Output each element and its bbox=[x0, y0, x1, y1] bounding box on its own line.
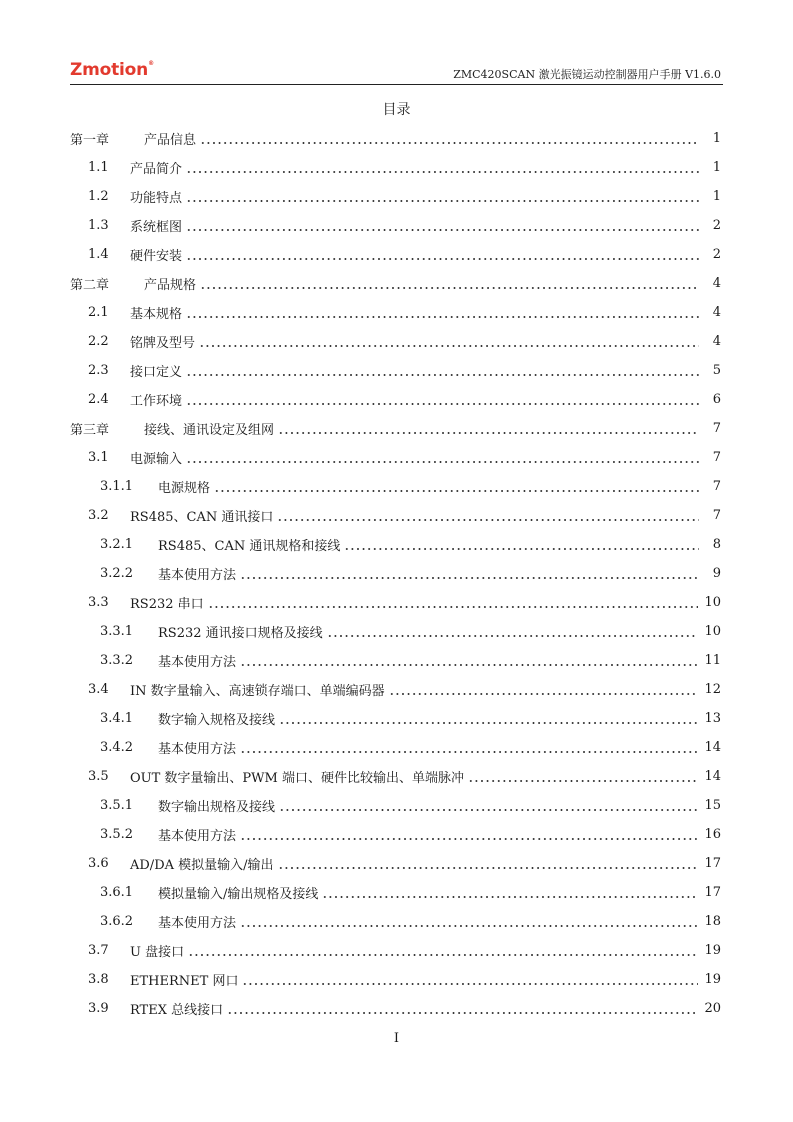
toc-entry[interactable] bbox=[70, 791, 721, 820]
toc-entry[interactable] bbox=[70, 907, 721, 936]
toc-entry-page: 10 bbox=[704, 624, 721, 639]
toc-entry-page: 18 bbox=[704, 914, 721, 929]
toc-dot-leader bbox=[240, 838, 698, 840]
toc-dot-leader bbox=[240, 664, 698, 666]
toc-entry-title: 功能特点 bbox=[130, 191, 183, 206]
toc-entry-page: 7 bbox=[712, 479, 721, 494]
toc-entry-page: 2 bbox=[712, 218, 721, 233]
page-number: I bbox=[393, 1031, 400, 1046]
toc-dot-leader bbox=[277, 519, 699, 521]
toc-entry[interactable] bbox=[70, 240, 721, 269]
toc-entry-title: 铭牌及型号 bbox=[130, 336, 196, 351]
toc-entry[interactable] bbox=[70, 588, 721, 617]
toc-entry-number: 3.6.2 bbox=[100, 914, 134, 929]
toc-entry-number: 3.8 bbox=[88, 972, 109, 987]
toc-entry-title: 电源规格 bbox=[158, 481, 211, 496]
toc-entry-number: 3.1.1 bbox=[100, 479, 134, 494]
toc-dot-leader bbox=[214, 490, 699, 492]
toc-entry-number: 2.1 bbox=[88, 305, 109, 320]
toc-entry-number: 3.2 bbox=[88, 508, 109, 523]
logo-text: Zmotion bbox=[70, 60, 149, 80]
toc-entry-title: 硬件安装 bbox=[130, 249, 183, 264]
toc-dot-leader bbox=[200, 287, 699, 289]
toc-entry[interactable] bbox=[70, 733, 721, 762]
toc-entry-title: 基本使用方法 bbox=[158, 916, 237, 931]
toc-entry-title: RTEX 总线接口 bbox=[130, 1003, 224, 1018]
toc-entry-title: 基本使用方法 bbox=[158, 742, 237, 757]
toc-dot-leader bbox=[327, 635, 699, 637]
toc-entry-page: 14 bbox=[704, 769, 721, 784]
toc-entry-title: 产品信息 bbox=[144, 133, 197, 148]
toc-entry-page: 1 bbox=[712, 160, 721, 175]
toc-entry-title: 数字输出规格及接线 bbox=[158, 800, 276, 815]
toc-entry[interactable] bbox=[70, 124, 721, 153]
toc-entry[interactable] bbox=[70, 182, 721, 211]
toc-entry-title: U 盘接口 bbox=[130, 945, 185, 960]
toc-entry-title: IN 数字量输入、高速锁存端口、单端编码器 bbox=[130, 684, 385, 699]
toc-entry-number: 第二章 bbox=[70, 278, 110, 293]
toc-entry-page: 7 bbox=[712, 450, 721, 465]
toc-entry[interactable] bbox=[70, 356, 721, 385]
toc-entry-page: 4 bbox=[712, 334, 721, 349]
toc-dot-leader bbox=[240, 925, 698, 927]
toc-entry[interactable] bbox=[70, 936, 721, 965]
toc-dot-leader bbox=[186, 258, 699, 260]
toc-entry-number: 3.3.2 bbox=[100, 653, 134, 668]
toc-entry-number: 1.3 bbox=[88, 218, 109, 233]
toc-entry[interactable] bbox=[70, 298, 721, 327]
toc-entry-page: 11 bbox=[704, 653, 721, 668]
toc-dot-leader bbox=[186, 374, 699, 376]
toc-entry-number: 3.6.1 bbox=[100, 885, 134, 900]
toc-entry[interactable] bbox=[70, 530, 721, 559]
toc-entry[interactable] bbox=[70, 965, 721, 994]
toc-entry-page: 5 bbox=[712, 363, 721, 378]
toc-entry-title: RS485、CAN 通讯规格和接线 bbox=[158, 539, 341, 554]
toc-entry-page: 19 bbox=[704, 943, 721, 958]
toc-entry-page: 1 bbox=[712, 189, 721, 204]
toc-entry-title: AD/DA 模拟量输入/输出 bbox=[130, 858, 274, 873]
toc-entry-number: 3.5.2 bbox=[100, 827, 134, 842]
toc-dot-leader bbox=[186, 403, 699, 405]
toc-entry-title: 产品简介 bbox=[130, 162, 183, 177]
toc-entry[interactable] bbox=[70, 994, 721, 1023]
toc-dot-leader bbox=[240, 577, 699, 579]
toc-entry-title: 基本使用方法 bbox=[158, 829, 237, 844]
registered-mark: ® bbox=[148, 60, 154, 67]
toc-entry[interactable] bbox=[70, 646, 721, 675]
toc-entry[interactable] bbox=[70, 211, 721, 240]
toc-entry-page: 17 bbox=[704, 856, 721, 871]
toc-entry-title: 工作环境 bbox=[130, 394, 183, 409]
toc-dot-leader bbox=[468, 780, 698, 782]
toc-entry-page: 12 bbox=[704, 682, 721, 697]
toc-entry-page: 13 bbox=[704, 711, 721, 726]
toc-entry-title: 接口定义 bbox=[130, 365, 183, 380]
toc-entry-number: 3.4.2 bbox=[100, 740, 134, 755]
toc-entry-page: 20 bbox=[704, 1001, 721, 1016]
toc-entry-page: 7 bbox=[712, 421, 721, 436]
toc-entry-page: 8 bbox=[712, 537, 721, 552]
toc-dot-leader bbox=[240, 751, 698, 753]
toc-dot-leader bbox=[186, 200, 699, 202]
toc-entry-title: 模拟量输入/输出规格及接线 bbox=[158, 887, 319, 902]
toc-entry-page: 6 bbox=[712, 392, 721, 407]
toc-entry-number: 3.2.1 bbox=[100, 537, 134, 552]
toc-entry-number: 2.2 bbox=[88, 334, 109, 349]
toc-entry-page: 4 bbox=[712, 305, 721, 320]
toc-entry-page: 1 bbox=[712, 131, 721, 146]
toc-entry-number: 3.1 bbox=[88, 450, 109, 465]
zmotion-logo bbox=[70, 60, 154, 80]
toc-entry-number: 第一章 bbox=[70, 133, 110, 148]
toc-entry-number: 3.4 bbox=[88, 682, 109, 697]
toc-entry-title: 数字输入规格及接线 bbox=[158, 713, 276, 728]
toc-entry-page: 15 bbox=[704, 798, 721, 813]
toc-entry-page: 14 bbox=[704, 740, 721, 755]
toc-entry-page: 16 bbox=[704, 827, 721, 842]
toc-entry-number: 2.3 bbox=[88, 363, 109, 378]
page-header bbox=[70, 58, 723, 85]
toc-entry[interactable] bbox=[70, 675, 721, 704]
toc-entry-title: 产品规格 bbox=[144, 278, 197, 293]
toc-dot-leader bbox=[186, 316, 699, 318]
toc-dot-leader bbox=[344, 548, 699, 550]
toc-entry-page: 17 bbox=[704, 885, 721, 900]
toc-dot-leader bbox=[278, 867, 699, 869]
toc-entry[interactable] bbox=[70, 153, 721, 182]
toc-entry-title: 接线、通讯设定及组网 bbox=[144, 423, 275, 438]
toc-entry-page: 19 bbox=[704, 972, 721, 987]
toc-entry-number: 3.5.1 bbox=[100, 798, 134, 813]
toc-dot-leader bbox=[199, 345, 699, 347]
toc-entry-page: 2 bbox=[712, 247, 721, 262]
toc-entry-title: RS232 通讯接口规格及接线 bbox=[158, 626, 323, 641]
toc-dot-leader bbox=[200, 142, 699, 144]
toc-dot-leader bbox=[186, 461, 699, 463]
toc-entry[interactable] bbox=[70, 849, 721, 878]
toc-entry-title: 基本规格 bbox=[130, 307, 183, 322]
toc-entry-page: 7 bbox=[712, 508, 721, 523]
toc-entry-title: 基本使用方法 bbox=[158, 568, 237, 583]
table-of-contents bbox=[70, 124, 721, 1023]
toc-entry[interactable] bbox=[70, 878, 721, 907]
toc-dot-leader bbox=[208, 606, 699, 608]
toc-entry-title: RS232 串口 bbox=[130, 597, 204, 612]
toc-entry-number: 3.9 bbox=[88, 1001, 109, 1016]
toc-dot-leader bbox=[227, 1012, 698, 1014]
toc-dot-leader bbox=[186, 229, 699, 231]
toc-entry[interactable] bbox=[70, 704, 721, 733]
toc-entry-number: 3.5 bbox=[88, 769, 109, 784]
toc-entry[interactable] bbox=[70, 385, 721, 414]
toc-entry-page: 10 bbox=[704, 595, 721, 610]
toc-entry-number: 第三章 bbox=[70, 423, 110, 438]
toc-dot-leader bbox=[188, 954, 698, 956]
toc-entry[interactable] bbox=[70, 762, 721, 791]
toc-entry-number: 3.4.1 bbox=[100, 711, 134, 726]
toc-dot-leader bbox=[186, 171, 699, 173]
toc-entry[interactable] bbox=[70, 617, 721, 646]
toc-entry-number: 3.2.2 bbox=[100, 566, 134, 581]
toc-entry-number: 1.1 bbox=[88, 160, 109, 175]
toc-entry-number: 3.3 bbox=[88, 595, 109, 610]
toc-entry-number: 1.2 bbox=[88, 189, 109, 204]
toc-entry-number: 1.4 bbox=[88, 247, 109, 262]
toc-entry-page: 4 bbox=[712, 276, 721, 291]
toc-entry[interactable] bbox=[70, 501, 721, 530]
toc-entry[interactable] bbox=[70, 269, 721, 298]
toc-entry-title: ETHERNET 网口 bbox=[130, 974, 239, 989]
toc-entry-title: RS485、CAN 通讯接口 bbox=[130, 510, 274, 525]
toc-entry-number: 3.3.1 bbox=[100, 624, 134, 639]
toc-dot-leader bbox=[322, 896, 698, 898]
toc-dot-leader bbox=[279, 722, 698, 724]
toc-entry[interactable] bbox=[70, 559, 721, 588]
document-title: ZMC420SCAN 激光振镜运动控制器用户手册 V1.6.0 bbox=[453, 68, 721, 81]
toc-dot-leader bbox=[389, 693, 699, 695]
toc-entry-number: 2.4 bbox=[88, 392, 109, 407]
toc-entry-title: 系统框图 bbox=[130, 220, 183, 235]
toc-entry-page: 9 bbox=[712, 566, 721, 581]
toc-entry[interactable] bbox=[70, 472, 721, 501]
toc-dot-leader bbox=[279, 809, 698, 811]
toc-heading: 目录 bbox=[382, 102, 411, 118]
toc-dot-leader bbox=[242, 983, 698, 985]
toc-entry-number: 3.7 bbox=[88, 943, 109, 958]
toc-entry-title: 基本使用方法 bbox=[158, 655, 237, 670]
toc-entry[interactable] bbox=[70, 443, 721, 472]
toc-dot-leader bbox=[278, 432, 699, 434]
toc-entry[interactable] bbox=[70, 820, 721, 849]
toc-entry[interactable] bbox=[70, 414, 721, 443]
toc-entry-title: OUT 数字量输出、PWM 端口、硬件比较输出、单端脉冲 bbox=[130, 771, 464, 786]
toc-entry-title: 电源输入 bbox=[130, 452, 183, 467]
toc-entry[interactable] bbox=[70, 327, 721, 356]
toc-entry-number: 3.6 bbox=[88, 856, 109, 871]
